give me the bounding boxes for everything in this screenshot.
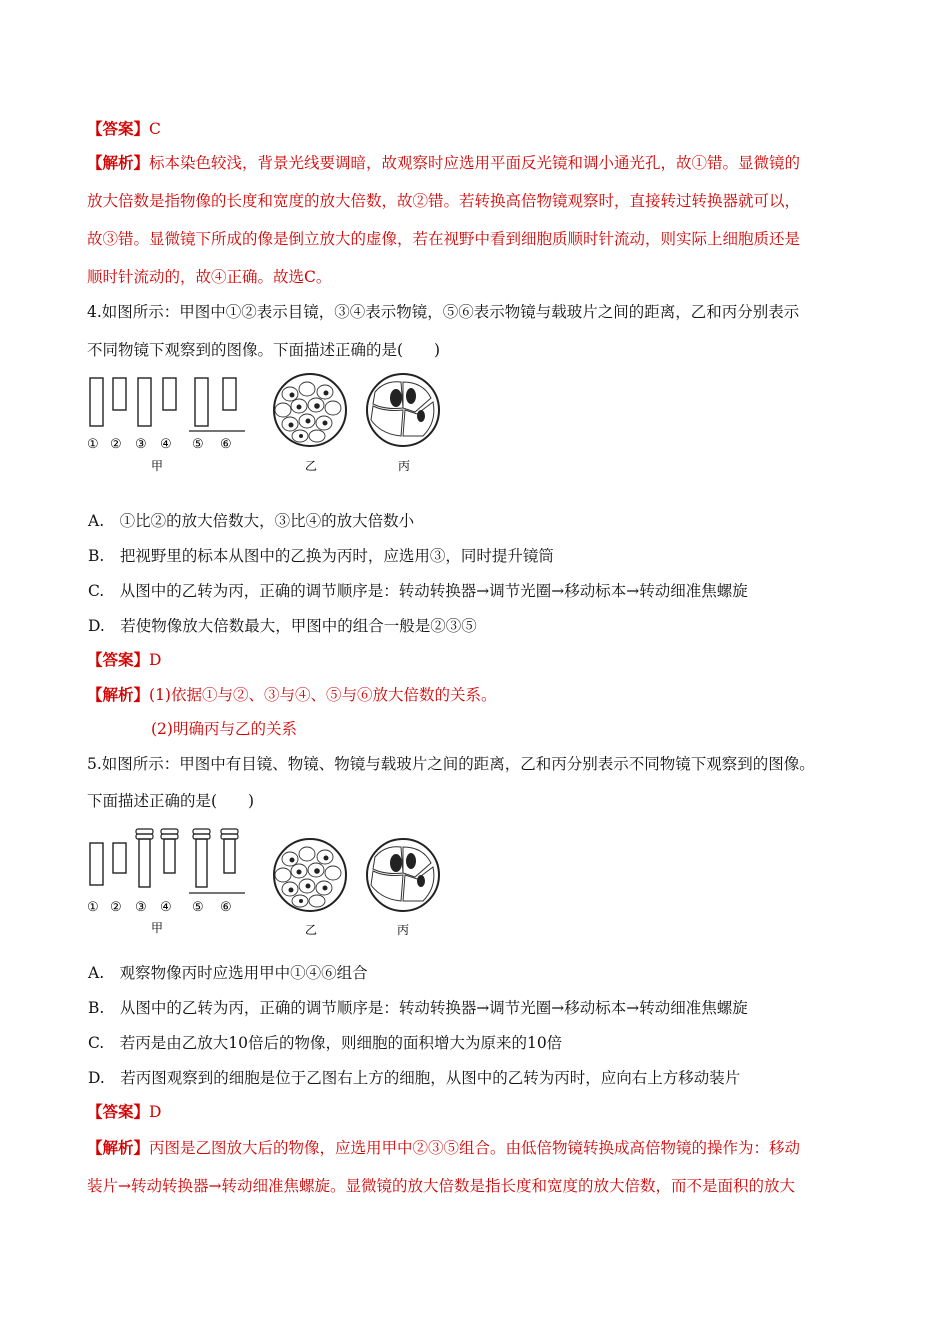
q4-stem-line-2: 不同物镜下观察到的图像。下面描述正确的是( ) [87,341,441,359]
label-yi: 乙 [305,459,318,473]
label-5: ⑤ [192,437,204,452]
label-jia: 甲 [151,921,164,935]
q4-figure [85,372,445,482]
q5-option-d: D. 若丙图观察到的细胞是位于乙图右上方的细胞，从图中的乙转为丙时，应向右上方移动装片 [88,1069,741,1087]
answer-tag: 【答案】 [87,119,150,138]
answer-value: D [149,1103,162,1121]
label-6: ⑥ [220,437,232,452]
objective-5-icon [193,829,210,887]
label-5: ⑤ [192,900,204,915]
q5-analysis-line-2: 装片→转动转换器→转动细准焦螺旋。显微镜的放大倍数是指长度和宽度的放大倍数，而不是面积的放大 [87,1177,795,1195]
eyepiece-2-icon [113,378,126,410]
eyepiece-1-icon [90,378,103,426]
label-2: ② [110,900,122,915]
objective-6-icon [223,378,236,410]
q4-stem-line-1: 4.如图所示：甲图中①②表示目镜，③④表示物镜，⑤⑥表示物镜与载玻片之间的距离，乙和丙分别表示 [87,303,800,321]
q5-stem-line-2: 下面描述正确的是( ) [87,792,255,810]
q5-option-b: B. 从图中的乙转为丙，正确的调节顺序是：转动转换器→调节光圈→移动标本→转动细准焦螺旋 [88,999,748,1017]
eyepiece-1-icon [90,843,103,885]
q4-answer [87,649,161,671]
analysis-text: 丙图是乙图放大后的物像，应选用甲中②③⑤组合。由低倍物镜转换成高倍物镜的操作为：移动 [149,1139,801,1157]
label-bing: 丙 [398,459,411,473]
q5-option-a: A. 观察物像丙时应选用甲中①④⑥组合 [88,964,368,982]
label-1: ① [87,437,99,452]
analysis-text: (1)依据①与②、③与④、⑤与⑥放大倍数的关系。 [149,686,497,704]
q3-analysis-line-2: 放大倍数是指物像的长度和宽度的放大倍数，故②错。若转换高倍物镜观察时，直接转过转换器就可以， [87,192,801,210]
q5-analysis-line-1 [87,1137,800,1159]
field-bing-icon [367,374,439,446]
field-yi-icon [274,839,346,911]
analysis-tag: 【解析】 [87,153,150,172]
label-4: ④ [160,437,172,452]
objective-4-icon [161,829,178,873]
label-jia: 甲 [151,459,164,473]
q5-figure [85,823,445,938]
label-1: ① [87,900,99,915]
label-3: ③ [135,900,147,915]
field-yi-icon [274,374,346,446]
objective-3-icon [136,829,153,887]
objective-5-icon [195,378,208,426]
answer-tag: 【答案】 [87,1102,150,1121]
label-2: ② [110,437,122,452]
q4-option-b: B. 把视野里的标本从图中的乙换为丙时，应选用③，同时提升镜筒 [88,547,554,565]
analysis-tag: 【解析】 [87,1138,150,1157]
label-yi: 乙 [305,923,318,937]
answer-tag: 【答案】 [87,650,150,669]
q3-answer [87,118,161,140]
answer-value: D [149,651,162,669]
label-6: ⑥ [220,900,232,915]
q3-analysis-line-4: 顺时针流动的，故④正确。故选C。 [87,268,332,286]
q5-option-c: C. 若丙是由乙放大10倍后的物像，则细胞的面积增大为原来的10倍 [88,1034,563,1052]
objective-3-icon [138,378,151,426]
eyepiece-2-icon [113,843,126,873]
analysis-tag: 【解析】 [87,685,150,704]
objective-6-icon [221,829,238,873]
q4-analysis-line-1 [87,684,496,706]
analysis-text: 标本染色较浅，背景光线要调暗，故观察时应选用平面反光镜和调小通光孔，故①错。显微镜的 [149,154,801,172]
q4-option-c: C. 从图中的乙转为丙，正确的调节顺序是：转动转换器→调节光圈→移动标本→转动细准焦螺旋 [88,582,748,600]
label-3: ③ [135,437,147,452]
objective-4-icon [163,378,176,410]
q4-option-d: D. 若使物像放大倍数最大，甲图中的组合一般是②③⑤ [88,617,477,635]
label-bing: 丙 [397,923,410,937]
q3-analysis-line-3: 故③错。显微镜下所成的像是倒立放大的虚像，若在视野中看到细胞质顺时针流动，则实际上细胞质还是 [87,230,801,248]
field-bing-icon [367,839,439,911]
q4-option-a: A. ①比②的放大倍数大，③比④的放大倍数小 [88,512,415,530]
q4-analysis-line-2: (2)明确丙与乙的关系 [151,720,297,738]
q5-stem-line-1: 5.如图所示：甲图中有目镜、物镜、物镜与载玻片之间的距离，乙和丙分别表示不同物镜下观察到的图像。 [87,755,815,773]
label-4: ④ [160,900,172,915]
q5-answer [87,1101,161,1123]
q3-analysis-line-1 [87,152,800,174]
answer-value: C [149,120,161,138]
